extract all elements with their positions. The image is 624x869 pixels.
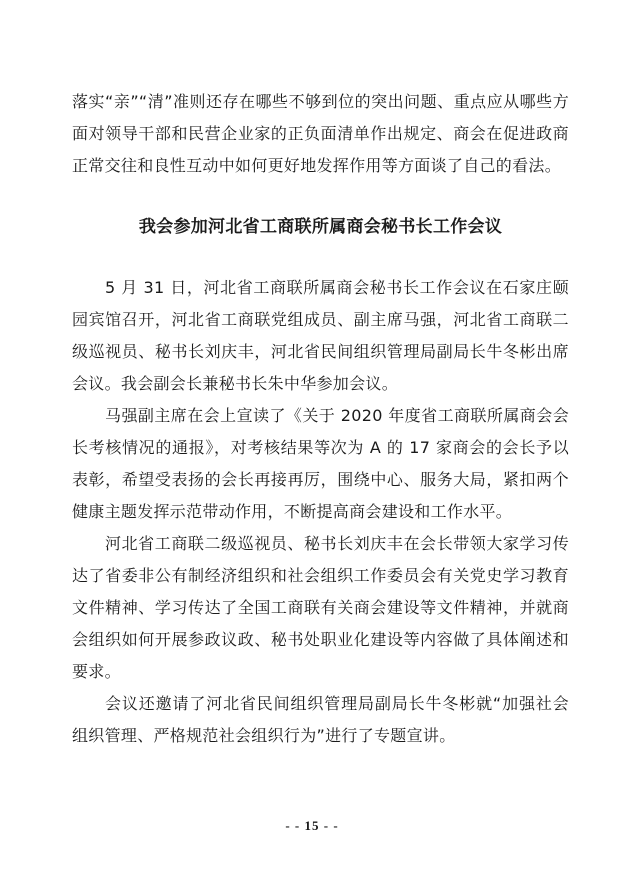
document-body (72, 86, 569, 752)
body-paragraph-2: 马强副主席在会上宣读了《关于 2020 年度省工商联所属商会会长考核情况的通报》，对考核结果等次为 A 的 17 家商会的会长予以表彰，希望受表扬的会长再接再厉，围绕中心、服务大局，紧扣两个健康主题发挥示范带动作用，不断提高商会建设和工作水平。 (72, 406, 569, 521)
body-paragraph-1: 5 月 31 日，河北省工商联所属商会秘书长工作会议在石家庄颐园宾馆召开，河北省工商联党组成员、副主席马强，河北省工商联二级巡视员、秘书长刘庆丰，河北省民间组织管理局副局长牛冬彬出席会议。我会副会长兼秘书长朱中华参加会议。 (72, 278, 569, 393)
section-title: 我会参加河北省工商联所属商会秘书长工作会议 (138, 217, 503, 237)
body-paragraph-4: 会议还邀请了河北省民间组织管理局副局长牛冬彬就“加强社会组织管理、严格规范社会组织行为”进行了专题宣讲。 (72, 694, 569, 745)
page-number: - - 15 - - (285, 818, 339, 833)
intro-paragraph: 落实“亲”“清”准则还存在哪些不够到位的突出问题、重点应从哪些方面对领导干部和民营企业家的正负面清单作出规定、商会在促进政商正常交往和良性互动中如何更好地发挥作用等方面谈了自己的看法。 (72, 92, 569, 175)
body-paragraph-3: 河北省工商联二级巡视员、秘书长刘庆丰在会长带领大家学习传达了省委非公有制经济组织和社会组织工作委员会有关党史学习教育文件精神、学习传达了全国工商联有关商会建设等文件精神，并就商会组织如何开展参政议政、秘书处职业化建设等内容做了具体阐述和要求。 (72, 534, 569, 681)
